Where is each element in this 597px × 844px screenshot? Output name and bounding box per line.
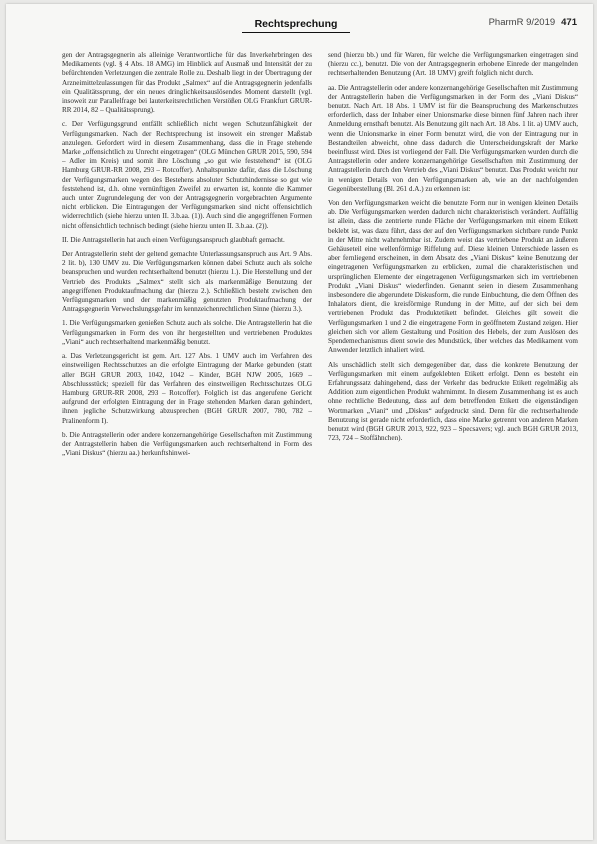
journal-header <box>489 17 577 28</box>
right-column <box>328 51 578 823</box>
section-title: Rechtsprechung <box>242 18 350 33</box>
paragraph: Der Antragstellerin steht der geltend gemachte Unterlassungsanspruch aus Art. 9 Abs. 2 lit. b), 130 UMV zu. Die Verfügungsmarken können dabei Schutz auch als solche beanspruchen und wurden rechtserhaltend benutzt (hierzu 1.). Die Herstellung und der Vertrieb des Produkts „Salmex“ stellt sich als markenmäßige Benutzung der angegriffenen Produktaufmachung dar (hierzu 2.). Schließlich besteht zwischen den Verfügungsmarken und der markenmäßig genutzten Produktaufmachung der Antragsgegnerin Verwechslungsgefahr im kennzeichenrechtlichen Sinne (hierzu 3.). <box>62 250 312 314</box>
paragraph: send (hierzu bb.) und für Waren, für welche die Verfügungsmarken eingetragen sind (hierzu cc.), benutzt. Die von der Antragsgegnerin erhobene Einrede der mangelnden rechtserhaltenden Benutzung (Art. 18 UMV) greift folglich nicht durch. <box>328 51 578 78</box>
left-column <box>62 51 312 823</box>
paragraph: II. Die Antragstellerin hat auch einen Verfügungsanspruch glaubhaft gemacht. <box>62 235 285 244</box>
paragraph: c. Der Verfügungsgrund entfällt schließlich nicht wegen Schutzunfähigkeit der Verfügungsmarken. Nach der Rechtsprechung ist insoweit ein strenger Maßstab anzulegen. Gefordert wird in diesem Zusammenhang, dass die in Frage stehende Marke „offensichtlich zu Unrecht eingetragen“ (OLG München GRUR 2015, 590, 594 – Adler im Kreis) und somit ihre Löschung „so gut wie feststehend“ ist (OLG Hamburg GRUR-RR 2008, 293 – Rotcoffer). Anhaltspunkte dafür, dass die Löschung der Verfügungsmarken wegen des Bestehens absoluter Schutzhindernisse so gut wie feststehend ist, d.h. ohne vernünftigen Zweifel zu erwarten ist, konnte die Kammer auch unter Zugrundelegung der von der Antragsgegnerin vorgebrachten Argumente nicht erblicken. Die Eintragungen der Verfügungsmarken sind nicht offensichtlich widerrechtlich (siehe hierzu unten II. 3.b.aa. (1)). Auch sind die angegriffenen Formen nicht offensichtlich technisch bedingt (siehe hierzu unten II. 3.b.aa. (2)). <box>62 120 312 230</box>
paragraph: 1. Die Verfügungsmarken genießen Schutz auch als solche. Die Antragstellerin hat die Verfügungsmarken in Form des von ihr hergestellten und vertriebenen Produktes „Viani“ auch rechtserhaltend markenmäßig benutzt. <box>62 319 312 346</box>
paragraph: Von den Verfügungsmarken weicht die benutzte Form nur in wenigen kleinen Details ab. Die Verfügungsmarken werden dadurch nicht charakteristisch verändert. Auffällig ist allein, dass die zentrierte runde Fläche der Verfügungsmarken mit einem Etikett beklebt ist, was dazu führt, dass der auf den Verfügungsmarken sichtbare runde Punkt in der Mitte nicht wahrnehmbar ist. Zudem weist das vertriebene Produkt an äußeren Gehäuseteil eine wellenförmige Riffelung auf. Diese kleinen Unterschiede lassen es aber fernliegend erscheinen, in dem Absatz des „Viani Diskus“ keine Benutzung der eingetragenen Verfügungsmarken zu erblicken, zumal die charakteristischen und ursprünglichen Elemente der eingetragenen Verfügungsmarken sich im vertriebenen Produkt „Viani Diskus“ wiederfinden. Genannt seien in diesem Zusammenhang insbesondere die abgerundete Diskusform, die runde Einbuchtung, die dem Öffnen des Inhalators dient, die kreisförmige Rundung in der Mitte, auf der sich bei dem vertriebenen Produkt das Produktetikett befindet. Gleiches gilt soweit die Verfügungsmarken 1 und 2 die eingetragene Form in geöffnetem Zustand zeigen. Hier gleichen sich vor allem Gestaltung und Position des Hebels, der zum Auslösen des Spendemechanismus dient sowie des Mundstück, über welches das Medikament vom Anwender letztlich inhaliert wird. <box>328 199 578 355</box>
page-number: 471 <box>561 17 577 28</box>
paragraph: gen der Antragsgegnerin als alleinige Verantwortliche für das Inverkehrbringen des Medikaments (vgl. § 4 Abs. 18 AMG) im Hinblick auf Ausmaß und Intensität der zu befürchtenden Verletzungen die zentrale Rolle zu. Deshalb liegt in der Übertragung der Arzneimittelzulassungen für das Produkt „Salmex“ auf die Antragsgegnerin jedenfalls ein Qualitätssprung, der ein neues dringlichkeitsauslösendes Moment darstellt (vgl. insoweit zur Parallelfrage bei lauterkeitsrechtlichen Verstößen OLG Frankfurt GRUR-RR 2014, 82 – Qualitätssprung). <box>62 51 312 115</box>
paragraph: Als unschädlich stellt sich demgegenüber dar, dass die konkrete Benutzung der Verfügungsmarken mit einem aufgeklebten Etikett erfolgt. Denn es besteht ein Erfahrungssatz dahingehend, dass der Verkehr das bedruckte Etikett regelmäßig als Addition zum eigentlichen Produkt wahrnimmt. In diesem Zusammenhang ist es auch ohne rechtliche Bedeutung, dass auf dem betreffenden Etikett die eigenständigen Wortmarken „Viani“ und „Diskus“ aufgedruckt sind. Denn für die rechtserhaltende Benutzung ist gerade nicht erforderlich, dass eine Marke getrennt von anderen Marken benutzt wird (BGH GRUR 2013, 922, 923 – Specsavers; vgl. auch BGH GRUR 2013, 723, 724 – Stoffähnchen). <box>328 360 578 443</box>
journal-page <box>6 4 593 840</box>
journal-issue: PharmR 9/2019 <box>488 17 556 28</box>
paragraph: b. Die Antragstellerin oder andere konzernangehörige Gesellschaften mit Zustimmung der Antragstellerin haben die Verfügungsmarken auch rechtserhaltend in Form des „Viani Diskus“ (hierzu aa.) herkunftshinwei- <box>62 430 312 458</box>
paragraph: a. Das Verletzungsgericht ist gem. Art. 127 Abs. 1 UMV auch im Verfahren des einstweiligen Rechtsschutzes an die erfolgte Eintragung der Marke gebunden (statt aller BGH GRUR 2003, 1042, 1042 – Kinder, BGH NJW 2005, 1669 – Abschlussstück; speziell für das Verfahren des einstweiligen Rechtsschutzes OLG Hamburg GRUR-RR 2008, 293 – Rotcoffer). Folglich ist das angerufene Gericht aufgrund der erfolgten Eintragung der in Frage stehenden Marken daran gehindert, ihnen jegliche Schutzwirkung abzusprechen (BGH GRUR 2007, 780, 782 – Pralinenform I). <box>62 352 312 425</box>
paragraph: aa. Die Antragstellerin oder andere konzernangehörige Gesellschaften mit Zustimmung der Antragstellerin haben die Verfügungsmarken in der Form des „Viani Diskus“ benutzt. Nach Art. 18 Abs. 1 UMV ist für die Beanspruchung des Markenschutzes erforderlich, dass der Inhaber einer Unionsmarke diese binnen fünf Jahren nach ihrer Anmeldung ernsthaft benutzt. Als Benutzung gilt nach Art. 18 Abs. 1 lit. a) UMV auch, wenn die Unionsmarke in einer Form benutzt wird, die von der Eintragung nur in Bestandteilen abweicht, ohne dass dadurch die Unterscheidungskraft der Marke beeinflusst wird. Dies ist vorliegend der Fall. Die Verfügungsmarken wurden durch die Antragstellerin oder andere konzernangehörige Gesellschaften mit Zustimmung der Antragstellerin durch den Vertrieb des „Viani Diskus“ benutzt. Das Produkt weicht nur in wenigen Details von den Verfügungsmarken ab, wie an der nachfolgenden Gegenüberstellung (Bl. 261 d.A.) zu erkennen ist: <box>328 83 578 193</box>
